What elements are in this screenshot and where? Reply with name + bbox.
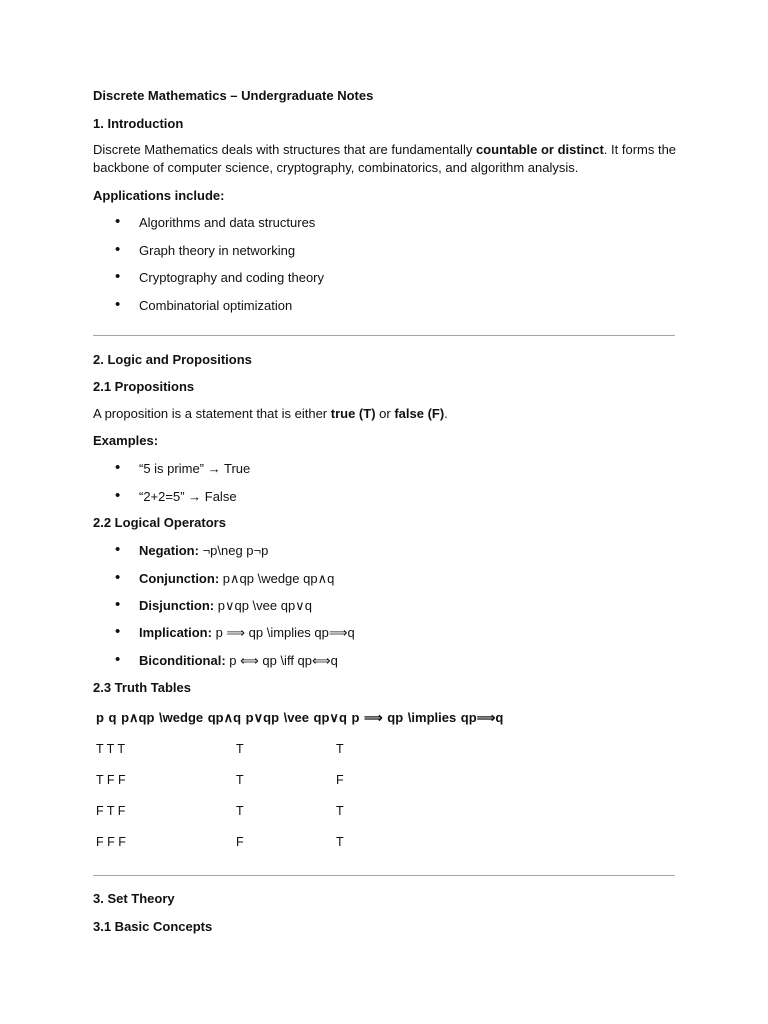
section-3-heading: 3. Set Theory (93, 891, 175, 906)
operator-label: Disjunction: (139, 598, 215, 613)
intro-text-post: . It forms the backbone of computer science, cryptography, combinatorics, and algorithm analysis. (93, 142, 677, 175)
operator-label: Negation: (139, 543, 199, 558)
bullet-icon: • (115, 296, 121, 313)
table-cell: F F F (96, 835, 126, 849)
intro-paragraph (93, 141, 683, 177)
table-cell: T F F (96, 773, 126, 787)
bullet-icon: • (115, 459, 121, 476)
operator-expression: ¬p\neg p¬p (198, 543, 269, 558)
list-item (139, 653, 338, 669)
table-cell: F T F (96, 804, 126, 818)
prop-text-pre: A proposition is a statement that is either (93, 406, 331, 421)
list-item: Algorithms and data structures (139, 215, 316, 230)
table-cell: F (236, 835, 244, 849)
section-divider (93, 875, 675, 876)
bullet-icon: • (115, 596, 121, 613)
bullet-icon: • (115, 569, 121, 586)
subsection-2-2-heading: 2.2 Logical Operators (93, 515, 226, 530)
operator-expression: p∨qp \vee qp∨q (214, 598, 312, 613)
bullet-icon: • (115, 623, 121, 640)
operator-expression: p ⟹ qp \implies qp⟹q (211, 625, 355, 640)
proposition-definition (93, 406, 448, 422)
applications-heading: Applications include: (93, 188, 225, 203)
table-cell: T T T (96, 742, 125, 756)
subsection-2-1-heading: 2.1 Propositions (93, 379, 195, 394)
list-item (139, 571, 334, 587)
table-cell: T (336, 742, 344, 756)
section-2-heading: 2. Logic and Propositions (93, 352, 252, 367)
prop-false: false (F) (394, 406, 445, 421)
table-cell: T (236, 773, 244, 787)
bullet-icon: • (115, 651, 121, 668)
section-divider (93, 335, 675, 336)
list-item: Graph theory in networking (139, 243, 296, 258)
bullet-icon: • (115, 241, 121, 258)
intro-text-pre: Discrete Mathematics deals with structures that are fundamentally (93, 142, 476, 157)
table-cell: T (336, 835, 344, 849)
document-title: Discrete Mathematics – Undergraduate Notes (93, 88, 374, 103)
table-cell: T (236, 742, 244, 756)
list-item: Combinatorial optimization (139, 298, 293, 313)
operator-expression: p ⟺ qp \iff qp⟺q (225, 653, 338, 668)
operator-label: Conjunction: (139, 571, 220, 586)
operator-label: Biconditional: (139, 653, 226, 668)
prop-text-mid: or (375, 406, 395, 421)
list-item (139, 598, 312, 614)
list-item (139, 543, 268, 559)
subsection-3-1-heading: 3.1 Basic Concepts (93, 919, 213, 934)
operator-label: Implication: (139, 625, 212, 640)
intro-text-bold: countable or distinct (475, 142, 604, 157)
list-item: Cryptography and coding theory (139, 270, 325, 285)
examples-heading: Examples: (93, 433, 159, 448)
list-item (139, 625, 355, 641)
table-cell: T (336, 804, 344, 818)
bullet-icon: • (115, 268, 121, 285)
operator-expression: p∧qp \wedge qp∧q (219, 571, 335, 586)
subsection-2-3-heading: 2.3 Truth Tables (93, 680, 192, 695)
bullet-icon: • (115, 541, 121, 558)
bullet-icon: • (115, 213, 121, 230)
section-1-heading: 1. Introduction (93, 116, 184, 131)
prop-true: true (T) (330, 406, 376, 421)
prop-text-end: . (444, 406, 448, 421)
list-item: “2+2=5” → False (139, 489, 237, 504)
table-cell: T (236, 804, 244, 818)
table-cell: F (336, 773, 344, 787)
truth-table-header: p q p∧qp \wedge qp∧q p∨qp \vee qp∨q p ⟹ qp \implies qp⟹q (96, 710, 504, 725)
bullet-icon: • (115, 487, 121, 504)
list-item: “5 is prime” → True (139, 461, 251, 476)
